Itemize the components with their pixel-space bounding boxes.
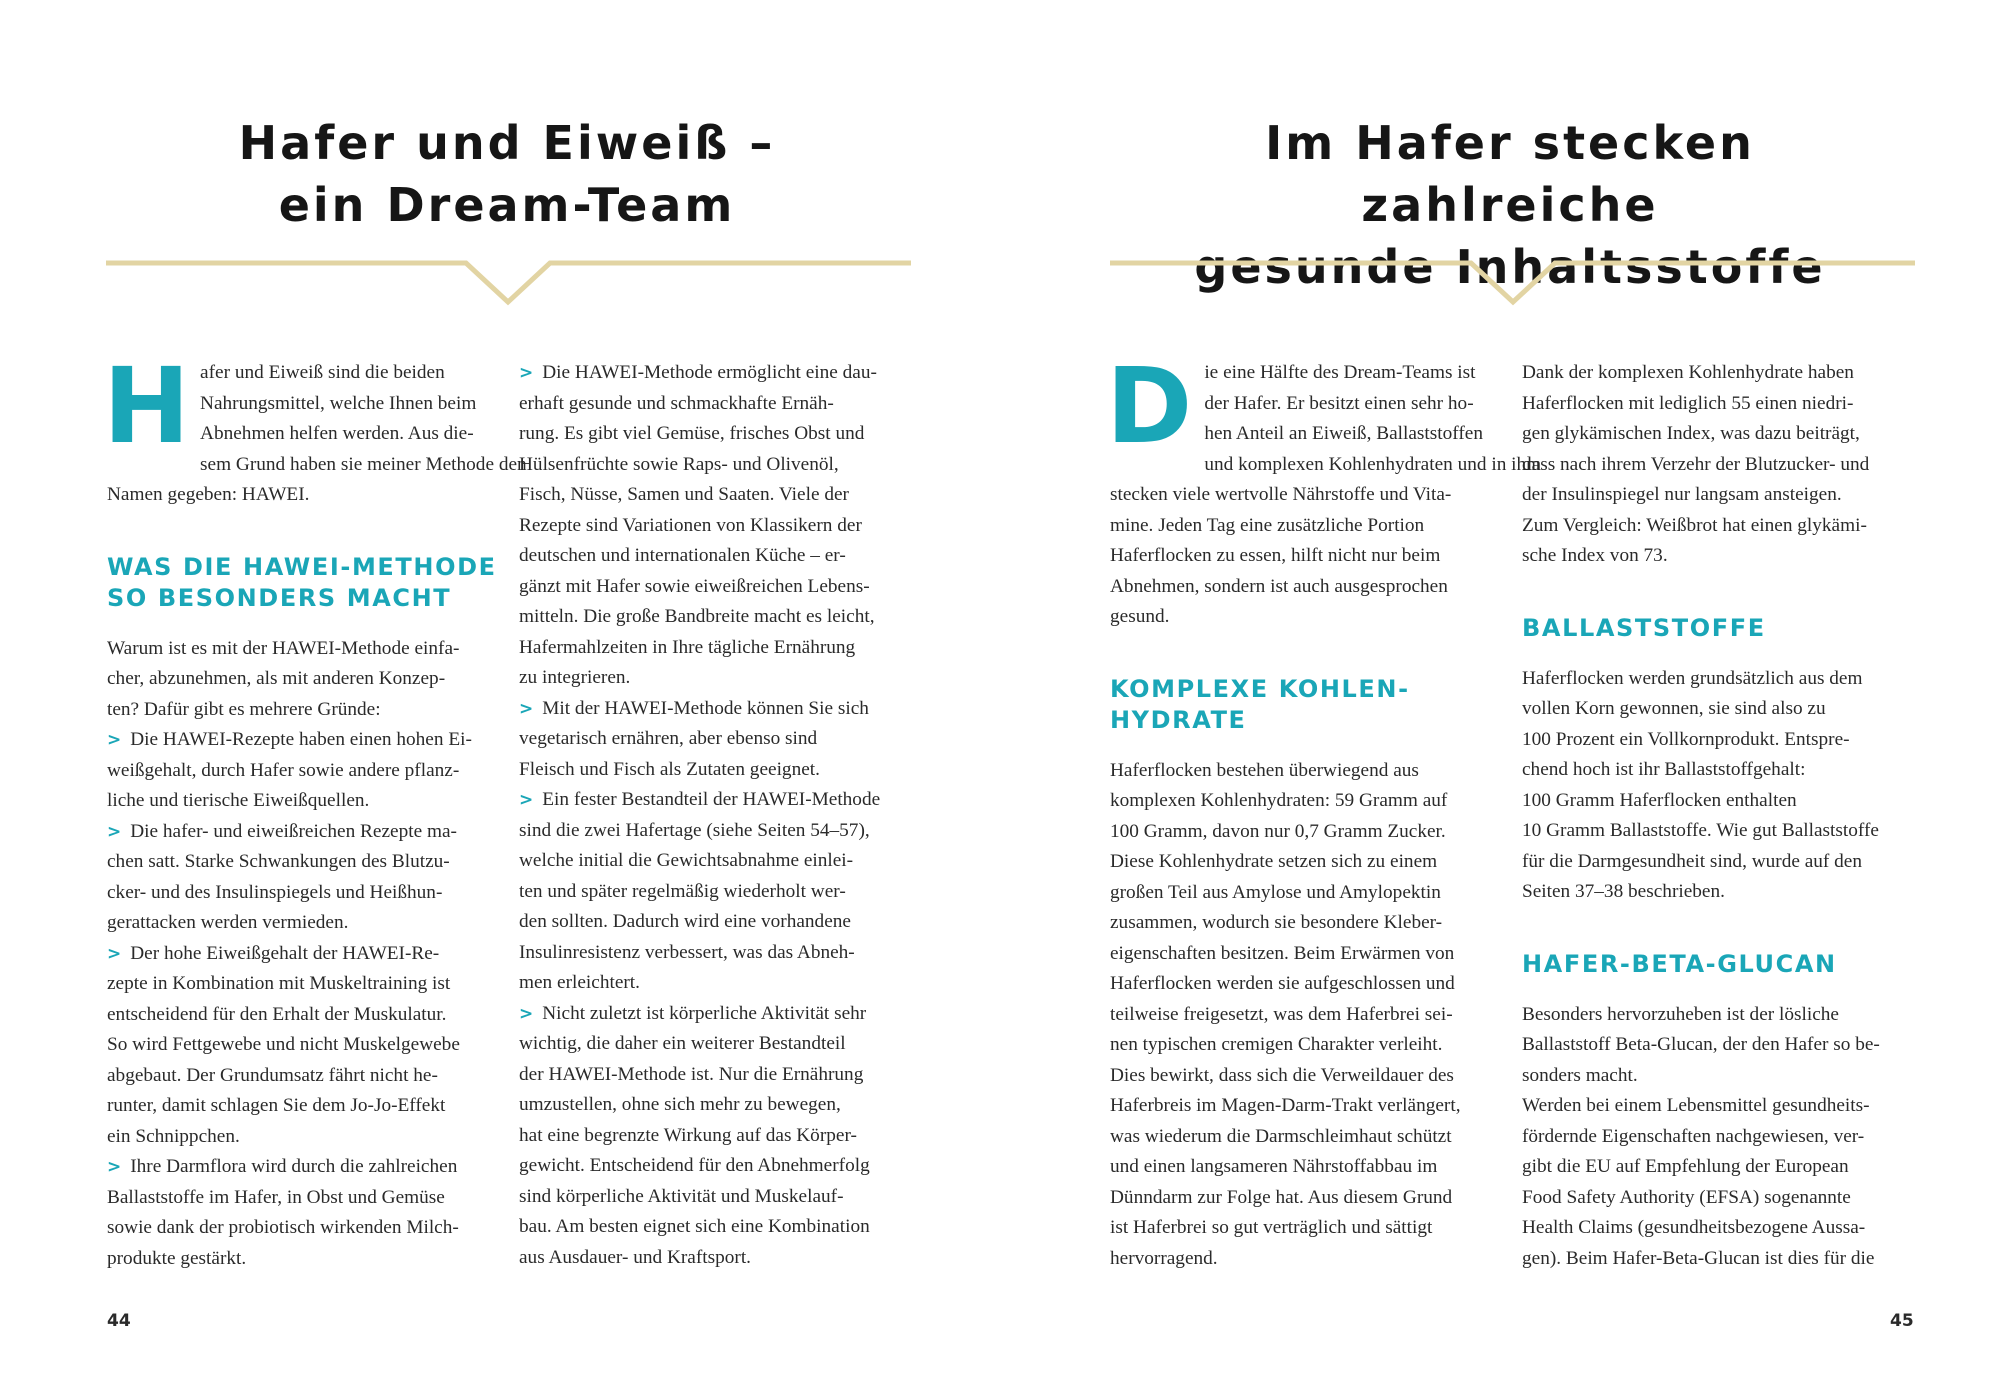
left-page [0, 0, 1003, 1387]
left-column-2 [519, 358, 909, 1273]
carbs-paragraph: Haferflocken bestehen überwiegend aus komplexen Kohlenhydraten: 59 Gramm auf 100 Gramm, davon nur 0,7 Gramm Zucker. Diese Kohlenhydrate setzen sich zu einem großen Teil aus Amylose und Amylopektin zusammen, wodurch sie besondere Kleber- eigenschaften besitzen. Beim Erwärmen von Haferflocken werden sie aufgeschlossen und teilweise freigesetzt, was dem Haferbrei sei- nen typischen cremigen Charakter verleiht. Dies bewirkt, dass sich die Verweildauer des Haferbreis im Magen-Darm-Trakt verlängert, was wiederum die Darmschleimhaut schützt und einen langsameren Nährstoffabbau im Dünndarm zur Folge hat. Aus diesem Grund ist Haferbrei so gut verträglich und sättigt hervorragend. [1110, 759, 1461, 1269]
intro-paragraph: D ie eine Hälfte des Dream-Teams ist der Hafer. Er besitzt einen sehr ho- hen Anteil an Eiweiß, Ballaststoffen und komplexen Kohlenhydraten und in ihm stecken viele wertvolle Nährstoffe und Vita- mine. Jeden Tag eine zusätzliche Portion Haferflocken zu essen, hilft nicht nur beim Abnehmen, sondern ist auch ausgesprochen gesund. [1106, 345, 1542, 627]
bullet-item: > Ihre Darmflora wird durch die zahlreichen Ballaststoffe im Hafer, in Obst und Gemüse sowie dank der probiotisch wirkenden Milch- produkte gestärkt. [107, 1156, 459, 1269]
dropcap-letter: H [103, 345, 191, 467]
bullet-item: > Mit der HAWEI-Methode können Sie sich vegetarisch ernähren, aber ebenso sind Fleisch und Fisch als Zutaten geeignet. [519, 697, 869, 780]
chevron-right-icon: > [107, 821, 122, 842]
bullet-item: > Die HAWEI-Methode ermöglicht eine dau- erhaft gesunde und schmackhafte Ernäh- rung. Es gibt viel Gemüse, frisches Obst und Hülsenfrüchte sowie Raps- und Olivenöl, Fisch, Nüsse, Samen und Saaten. Viele der Rezepte sind Variationen von Klassikern der deutschen und internationalen Küche – er- gänzt mit Hafer sowie eiweißreichen Lebens- mitteln. Die große Bandbreite macht es leicht, Hafermahlzeiten in Ihre tägliche Ernährung zu integrieren. [519, 362, 877, 688]
chevron-right-icon: > [519, 698, 534, 719]
right-column-1 [1106, 345, 1542, 1274]
bullet-item: > Die HAWEI-Rezepte haben einen hohen Ei- weißgehalt, durch Hafer sowie andere pflanz- liche und tierische Eiweißquellen. [107, 729, 472, 811]
section-heading-fiber: BALLASTSTOFFE [1522, 613, 1766, 642]
bullet-item: > Ein fester Bestandteil der HAWEI-Methode sind die zwei Hafertage (siehe Seiten 54–57), welche initial die Gewichtsabnahme einlei- ten und später regelmäßig wiederholt wer- den sollten. Dadurch wird eine vorhandene Insulinresistenz verbessert, was das Abneh- men erleichtert. [519, 789, 881, 993]
left-page-title: Hafer und Eiweiß – ein Dream-Team [238, 116, 776, 232]
title-divider-chevron [1110, 250, 1915, 310]
fiber-paragraph: Haferflocken werden grundsätzlich aus dem vollen Korn gewonnen, sie sind also zu 100 Prozent ein Vollkornprodukt. Entspre- chend hoch ist ihr Ballaststoffgehalt: 100 Gramm Haferflocken enthalten 10 Gramm Ballaststoffe. Wie gut Ballaststoffe für die Darmgesundheit sind, wurde auf den Seiten 37–38 beschrieben. [1522, 667, 1879, 902]
chevron-right-icon: > [107, 1157, 122, 1177]
section-paragraph: Warum ist es mit der HAWEI-Methode einfa- cher, abzunehmen, als mit anderen Konzep- ten? Dafür gibt es mehrere Gründe: [107, 637, 460, 720]
title-divider-chevron [106, 250, 911, 310]
right-page-title: Im Hafer stecken zahlreiche gesunde Inhaltsstoffe [1194, 116, 1826, 294]
dropcap-letter: D [1106, 345, 1193, 467]
chevron-right-icon: > [519, 363, 534, 383]
section-heading-glucan: HAFER-BETA-GLUCAN [1522, 949, 1837, 978]
glycemic-paragraph: Dank der komplexen Kohlenhydrate haben Haferflocken mit lediglich 55 einen niedri- gen glykämischen Index, was dazu beiträgt, dass nach ihrem Verzehr der Blutzucker- und der Insulinspiegel nur langsam ansteigen. Zum Vergleich: Weißbrot hat einen glykämi- sche Index von 73. [1522, 362, 1870, 566]
chevron-right-icon: > [107, 730, 122, 750]
section-heading-carbs: KOMPLEXE KOHLEN- HYDRATE [1110, 674, 1410, 734]
page-number: 45 [1890, 1311, 1914, 1331]
page-number: 44 [107, 1311, 131, 1331]
bullet-item: > Der hohe Eiweißgehalt der HAWEI-Re- zepte in Kombination mit Muskeltraining ist entscheidend für den Erhalt der Muskulatur. So wird Fettgewebe und nicht Muskelgewebe abgebaut. Der Grundumsatz fährt nicht he- runter, damit schlagen Sie dem Jo-Jo-Effekt ein Schnippchen. [107, 942, 460, 1147]
right-column-2 [1522, 358, 1912, 1274]
chevron-right-icon: > [519, 1003, 534, 1024]
bullet-item: > Nicht zuletzt ist körperliche Aktivität sehr wichtig, die daher ein weiterer Bestandteil der HAWEI-Methode ist. Nur die Ernährung umzustellen, ohne sich mehr zu bewegen, hat eine begrenzte Wirkung auf das Körper- gewicht. Entscheidend für den Abnehmerfolg sind körperliche Aktivität und Muskelauf- bau. Am besten eignet sich eine Kombination aus Ausdauer- und Kraftsport. [519, 1002, 870, 1268]
glucan-paragraph: Besonders hervorzuheben ist der lösliche Ballaststoff Beta-Glucan, der den Hafer so be- sonders macht. Werden bei einem Lebensmittel gesundheits- fördernde Eigenschaften nachgewiesen, ver- gibt die EU auf Empfehlung der European Food Safety Authority (EFSA) sogenannte Health Claims (gesundheitsbezogene Aussa- gen). Beim Hafer-Beta-Glucan ist dies für die [1522, 1003, 1880, 1269]
bullet-list [107, 725, 497, 1274]
intro-paragraph: H afer und Eiweiß sind die beiden Nahrungsmittel, welche Ihnen beim Abnehmen helfen werden. Aus die- sem Grund haben sie meiner Methode den Namen gegeben: HAWEI. [103, 345, 527, 505]
chevron-right-icon: > [519, 790, 534, 810]
bullet-list [519, 358, 909, 1273]
left-column-1 [103, 345, 527, 1274]
chevron-right-icon: > [107, 943, 122, 964]
bullet-item: > Die hafer- und eiweißreichen Rezepte ma- chen satt. Starke Schwankungen des Blutzu- cker- und des Insulinspiegels und Heißhun- gerattacken werden vermieden. [107, 820, 457, 933]
section-heading: WAS DIE HAWEI-METHODE SO BESONDERS MACHT [107, 552, 497, 612]
right-page [1003, 0, 2007, 1387]
